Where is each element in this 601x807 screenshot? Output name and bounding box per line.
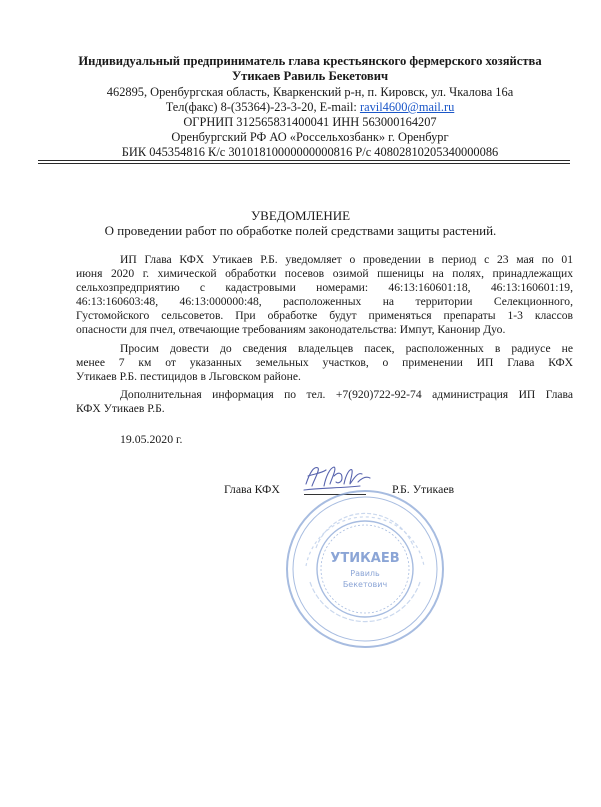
paragraph-line: менее 7 км от указанных земельных участков, о применении ИП Глава КФХ xyxy=(76,356,573,369)
document-date: 19.05.2020 г. xyxy=(120,432,183,446)
header-bank: Оренбургский РФ АО «Россельхозбанк» г. Оренбург xyxy=(171,130,449,144)
paragraph-line: опасности для пчел, отвечающие требованиям законодательства: Импут, Канонир Дуо. xyxy=(76,323,506,336)
stamp-center-name: УТИКАЕВ xyxy=(330,551,400,566)
paragraph-line: Дополнительная информация по тел. +7(920)722-92-74 администрация ИП Глава xyxy=(120,388,573,401)
round-stamp xyxy=(282,486,448,652)
signature-name: Р.Б. Утикаев xyxy=(392,482,455,496)
stamp-center-sub1: Равиль xyxy=(350,569,380,578)
paragraph-line: ИП Глава КФХ Утикаев Р.Б. уведомляет о проведении в период с 23 мая по 01 xyxy=(120,253,573,266)
paragraph-line: сельхозпредприятию с кадастровыми номерами: 46:13:160601:18, 46:13:160601:19, xyxy=(76,281,573,294)
header-org-line1: Индивидуальный предприниматель глава крестьянского фермерского хозяйства xyxy=(78,54,542,68)
header-divider xyxy=(38,160,570,161)
header-divider-second xyxy=(38,163,570,164)
header-address: 462895, Оренбургская область, Кваркенский р-н, п. Кировск, ул. Чкалова 16а xyxy=(106,85,514,99)
paragraph-line: Густомойского сельсоветов. При обработке будут применяться препараты 1-3 классов xyxy=(76,309,573,322)
paragraph-line: 46:13:160603:48, 46:13:000000:48, расположенных на территории Селекционного, xyxy=(76,295,573,308)
notice-subtitle: О проведении работ по обработке полей средствами защиты растений. xyxy=(104,223,497,238)
header-email-link[interactable]: ravil4600@mail.ru xyxy=(359,100,455,114)
paragraph-2 xyxy=(76,342,573,384)
header-ogrn: ОГРНИП 312565831400041 ИНН 563000164207 xyxy=(183,115,437,129)
paragraph-1 xyxy=(76,253,573,337)
header-phone: Тел(факс) 8-(35364)-23-3-20, E-mail: xyxy=(165,100,360,114)
paragraph-line: июня 2020 г. химической обработки посевов озимой пшеницы на полях, принадлежащих xyxy=(76,267,573,280)
paragraph-line: Утикаев Р.Б. пестицидов в Льговском районе. xyxy=(76,370,301,383)
paragraph-line: КФХ Утикаев Р.Б. xyxy=(76,402,165,415)
paragraph-line: Просим довести до сведения владельцев пасек, расположенных в радиусе не xyxy=(120,342,573,355)
header-org-line2: Утикаев Равиль Бекетович xyxy=(231,69,389,83)
header-contacts xyxy=(70,100,550,115)
header-bik: БИК 045354816 К/с 30101810000000000816 Р/с 40802810205340000086 xyxy=(121,145,499,159)
stamp-center-sub2: Бекетович xyxy=(342,580,388,589)
notice-title: УВЕДОМЛЕНИЕ xyxy=(250,208,351,223)
paragraph-3 xyxy=(76,388,573,416)
signature-position: Глава КФХ xyxy=(224,482,280,496)
